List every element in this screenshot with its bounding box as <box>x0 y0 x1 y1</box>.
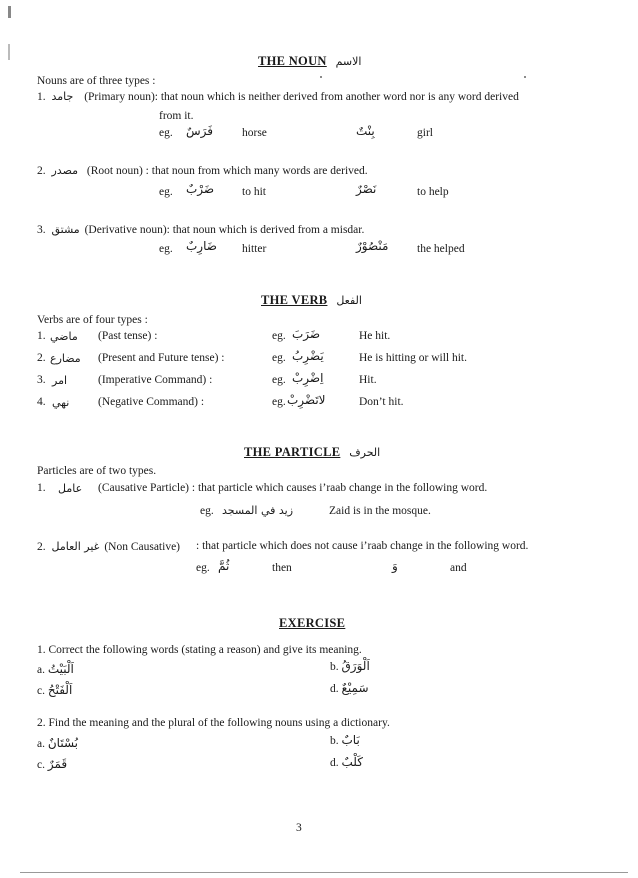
scan-mark <box>8 44 10 60</box>
scan-dot <box>524 76 526 78</box>
noun-type-definition: (Primary noun): that noun which is neither derived from another word nor is any word derived <box>84 91 519 103</box>
verb-description: (Past tense) : <box>98 330 158 342</box>
example-meaning: and <box>450 562 467 574</box>
exercise-item-label: b. <box>330 735 339 747</box>
noun-heading-arabic: الاسم <box>335 55 362 68</box>
example-arabic-phrase: زيد في المسجد <box>222 504 294 517</box>
verb-number: 1. <box>37 330 46 342</box>
verb-description: (Negative Command) : <box>98 396 205 408</box>
exercise-heading: EXERCISE <box>279 616 346 630</box>
verb-arabic-type: امر <box>52 374 68 387</box>
exercise-item-label: a. <box>37 664 45 676</box>
example-arabic-word: ضَرْبٌ <box>186 182 215 196</box>
exercise-item <box>330 755 363 769</box>
particle-arabic-type: غير العامل <box>51 540 100 553</box>
example-label: eg. <box>272 396 286 408</box>
exercise-item-label: a. <box>37 738 45 750</box>
page-number: 3 <box>296 822 302 834</box>
noun-intro: Nouns are of three types : <box>37 75 156 87</box>
example-arabic-word: وَ <box>392 559 398 573</box>
exercise-item-arabic: كَلْبٌ <box>341 755 363 769</box>
exercise-item-arabic: بَابٌ <box>341 733 360 747</box>
exercise-item-label: d. <box>330 757 339 769</box>
verb-description: (Imperative Command) : <box>98 374 213 386</box>
noun-type-2 <box>37 164 368 177</box>
exercise-item-arabic: سَمِيْعٌ <box>341 681 369 695</box>
example-meaning: Hit. <box>359 374 377 386</box>
particle-heading-text: THE PARTICLE <box>244 445 341 459</box>
noun-type-3 <box>37 223 364 236</box>
noun-type-arabic: جامد <box>51 90 74 103</box>
particle-intro: Particles are of two types. <box>37 465 157 477</box>
noun-heading <box>258 54 361 69</box>
example-arabic-word: يَضْرِبُ <box>292 349 324 363</box>
exercise-question-2: 2. Find the meaning and the plural of the following nouns using a dictionary. <box>37 717 390 729</box>
scan-dot <box>320 76 322 78</box>
example-arabic-word: بِنْتٌ <box>356 124 375 138</box>
example-meaning: the helped <box>417 243 465 255</box>
example-meaning: horse <box>242 127 267 139</box>
example-label: eg. <box>272 374 286 386</box>
particle-description: (Non Causative) <box>104 541 181 553</box>
example-arabic-word: نَصْرٌ <box>356 182 377 196</box>
exercise-item <box>330 681 369 695</box>
example-meaning: hitter <box>242 243 267 255</box>
exercise-item-label: b. <box>330 661 339 673</box>
example-meaning: to hit <box>242 186 266 198</box>
noun-type-definition-cont: from it. <box>159 110 194 122</box>
exercise-item-arabic: اَلْبَيْتُ <box>47 662 74 676</box>
verb-arabic-type: نهي <box>52 396 70 409</box>
noun-heading-text: THE NOUN <box>258 54 327 68</box>
verb-intro: Verbs are of four types : <box>37 314 148 326</box>
example-arabic-word: لاتَضْرِبْ <box>287 393 326 407</box>
example-label: eg. <box>272 330 286 342</box>
verb-number: 2. <box>37 352 46 364</box>
example-meaning: Don’t hit. <box>359 396 404 408</box>
example-arabic-word: فَرَسٌ <box>186 124 214 138</box>
exercise-item-arabic: اَلْفَتْحُ <box>47 683 73 697</box>
exercise-item <box>37 736 78 750</box>
example-label: eg. <box>159 243 173 255</box>
particle-heading <box>244 445 380 460</box>
example-meaning: then <box>272 562 292 574</box>
particle-definition: (Causative Particle) : that particle which causes i’raab change in the following word. <box>98 482 488 494</box>
verb-arabic-type: مضارع <box>50 352 81 365</box>
example-label: eg. <box>272 352 286 364</box>
exercise-item-arabic: اَلْوَرَقُ <box>341 659 370 673</box>
exercise-item-label: c. <box>37 685 45 697</box>
verb-arabic-type: ماضي <box>50 330 78 343</box>
noun-type-1 <box>37 90 519 103</box>
exercise-item-label: c. <box>37 759 45 771</box>
verb-description: (Present and Future tense) : <box>98 352 225 364</box>
particle-number: 2. <box>37 541 46 553</box>
example-meaning: Zaid is in the mosque. <box>329 505 431 517</box>
exercise-question-1: 1. Correct the following words (stating a reason) and give its meaning. <box>37 644 362 656</box>
noun-type-number: 3. <box>37 224 46 236</box>
noun-type-number: 1. <box>37 91 46 103</box>
example-label: eg. <box>159 186 173 198</box>
exercise-item-arabic: قَمَرٌ <box>47 757 68 771</box>
example-arabic-word: ضَارِبٌ <box>186 239 217 253</box>
particle-heading-arabic: الحرف <box>349 446 381 459</box>
example-meaning: He hit. <box>359 330 391 342</box>
exercise-item <box>330 659 370 673</box>
example-arabic-word: ضَرَبَ <box>292 327 321 341</box>
verb-number: 3. <box>37 374 46 386</box>
noun-type-definition: (Derivative noun): that noun which is derived from a misdar. <box>84 224 365 236</box>
exercise-item <box>37 662 74 676</box>
particle-arabic-type: عامل <box>58 482 83 495</box>
noun-type-arabic: مشتق <box>51 223 80 236</box>
exercise-item-label: d. <box>330 683 339 695</box>
example-label: eg. <box>200 505 214 517</box>
exercise-item <box>330 733 360 747</box>
exercise-item <box>37 683 72 697</box>
example-meaning: to help <box>417 186 449 198</box>
particle-definition: : that particle which does not cause i’raab change in the following word. <box>196 540 529 552</box>
example-arabic-word: مَنْصُوْرٌ <box>356 239 389 253</box>
verb-heading-arabic: الفعل <box>336 294 362 307</box>
noun-type-arabic: مصدر <box>51 164 79 177</box>
particle-number: 1. <box>37 482 46 494</box>
scan-mark <box>8 6 11 18</box>
example-label: eg. <box>159 127 173 139</box>
exercise-item <box>37 757 67 771</box>
noun-type-number: 2. <box>37 165 46 177</box>
example-arabic-word: ثُمَّ <box>218 559 230 573</box>
exercise-item-arabic: بُسْتَانٌ <box>47 736 78 750</box>
example-meaning: He is hitting or will hit. <box>359 352 467 364</box>
example-meaning: girl <box>417 127 433 139</box>
example-arabic-word: اِضْرِبْ <box>292 371 324 385</box>
particle-type-2 <box>37 540 180 553</box>
noun-type-definition: (Root noun) : that noun from which many words are derived. <box>86 165 368 177</box>
bottom-rule <box>20 872 628 873</box>
example-label: eg. <box>196 562 210 574</box>
verb-number: 4. <box>37 396 46 408</box>
verb-heading-text: THE VERB <box>261 293 328 307</box>
verb-heading <box>261 293 362 308</box>
